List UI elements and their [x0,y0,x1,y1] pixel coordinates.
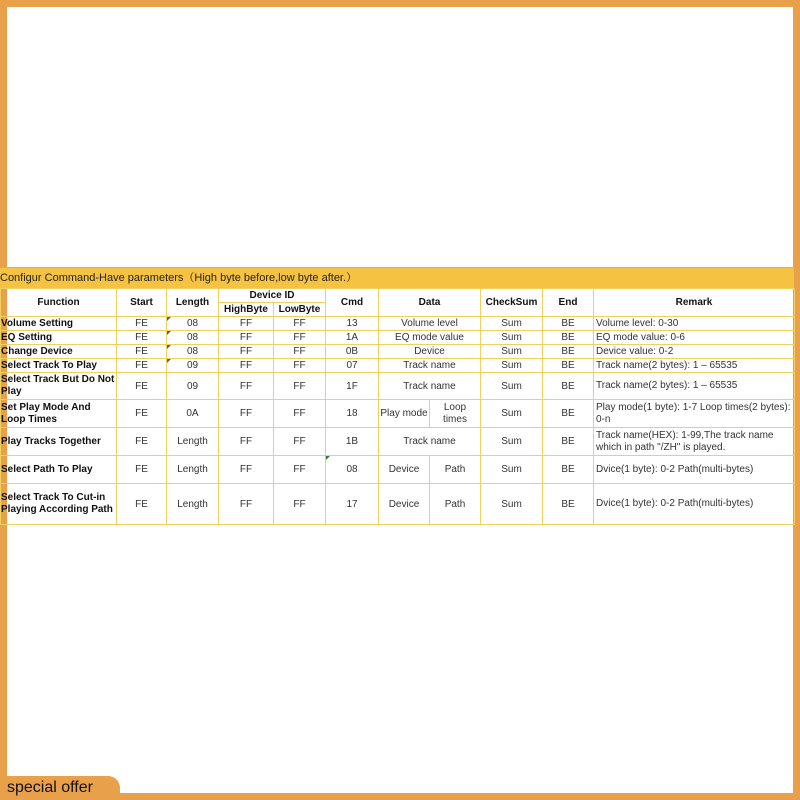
header-length: Length [167,289,219,317]
cell-data: Device [379,345,481,359]
cell-remark: Volume level: 0-30 [594,317,795,331]
cell-remark: EQ mode value: 0-6 [594,331,795,345]
cell-function: Volume Setting [1,317,117,331]
cell-lowbyte: FF [274,345,326,359]
cell-checksum: Sum [481,456,543,484]
cell-cmd: 08 [326,456,379,484]
header-checksum: CheckSum [481,289,543,317]
cell-length: 09 [167,373,219,400]
cell-cmd: 1A [326,331,379,345]
cell-lowbyte: FF [274,484,326,525]
header-end: End [543,289,594,317]
cell-checksum: Sum [481,359,543,373]
cell-lowbyte: FF [274,331,326,345]
cell-highbyte: FF [219,331,274,345]
cell-data: Track name [379,359,481,373]
table-caption: Configur Command-Have parameters（High byte before,low byte after.） [0,267,794,288]
command-table-wrap [0,267,794,525]
table-row [1,331,795,345]
cell-checksum: Sum [481,484,543,525]
cell-checksum: Sum [481,373,543,400]
cell-length: 09 [167,359,219,373]
cell-cmd: 07 [326,359,379,373]
table-row [1,317,795,331]
cell-start: FE [117,400,167,428]
cell-function: Select Track To Play [1,359,117,373]
cell-end: BE [543,345,594,359]
cell-end: BE [543,331,594,345]
cell-remark: Track name(HEX): 1-99,The track name which in path "/ZH" is played. [594,428,795,456]
cell-lowbyte: FF [274,317,326,331]
cell-end: BE [543,428,594,456]
cell-highbyte: FF [219,428,274,456]
cell-start: FE [117,359,167,373]
cell-length: 08 [167,345,219,359]
cell-checksum: Sum [481,317,543,331]
cell-end: BE [543,359,594,373]
cell-function: Change Device [1,345,117,359]
table-row [1,484,795,525]
cell-end: BE [543,456,594,484]
cell-length: 08 [167,317,219,331]
cell-function: Select Track To Cut-in Playing According Path [1,484,117,525]
cell-checksum: Sum [481,331,543,345]
cell-start: FE [117,428,167,456]
cell-highbyte: FF [219,345,274,359]
cell-remark: Track name(2 bytes): 1 – 65535 [594,373,795,400]
cell-checksum: Sum [481,400,543,428]
cell-cmd: 17 [326,484,379,525]
header-device-id: Device ID [219,289,326,303]
cell-end: BE [543,400,594,428]
cell-start: FE [117,345,167,359]
cell-length: Length [167,456,219,484]
table-row [1,345,795,359]
cell-end: BE [543,373,594,400]
cell-remark: Play mode(1 byte): 1-7 Loop times(2 bytes): 0-n [594,400,795,428]
cell-end: BE [543,484,594,525]
cell-remark: Dvice(1 byte): 0-2 Path(multi-bytes) [594,456,795,484]
cell-function: Play Tracks Together [1,428,117,456]
cell-data-b: Path [430,456,481,484]
table-row [1,428,795,456]
cell-length: 08 [167,331,219,345]
cell-start: FE [117,373,167,400]
cell-function: Set Play Mode And Loop Times [1,400,117,428]
cell-data-a: Device [379,456,430,484]
cell-remark: Device value: 0-2 [594,345,795,359]
header-data: Data [379,289,481,317]
cell-data-b: Loop times [430,400,481,428]
cell-length: 0A [167,400,219,428]
cell-highbyte: FF [219,359,274,373]
cell-highbyte: FF [219,456,274,484]
cell-cmd: 1B [326,428,379,456]
cell-data: Volume level [379,317,481,331]
cell-lowbyte: FF [274,373,326,400]
cell-data-a: Device [379,484,430,525]
table-row [1,456,795,484]
header-function: Function [1,289,117,317]
header-start: Start [117,289,167,317]
cell-checksum: Sum [481,428,543,456]
cell-start: FE [117,331,167,345]
cell-cmd: 18 [326,400,379,428]
cell-highbyte: FF [219,400,274,428]
cell-function: Select Track But Do Not Play [1,373,117,400]
header-highbyte: HighByte [219,303,274,317]
cell-length: Length [167,484,219,525]
cell-function: EQ Setting [1,331,117,345]
cell-lowbyte: FF [274,400,326,428]
cell-data: EQ mode value [379,331,481,345]
cell-remark: Track name(2 bytes): 1 – 65535 [594,359,795,373]
cell-lowbyte: FF [274,428,326,456]
cell-start: FE [117,317,167,331]
cell-cmd: 13 [326,317,379,331]
cell-highbyte: FF [219,317,274,331]
cell-start: FE [117,484,167,525]
cell-lowbyte: FF [274,456,326,484]
special-offer-badge: special offer [0,776,120,800]
cell-data-a: Play mode [379,400,430,428]
cell-function: Select Path To Play [1,456,117,484]
cell-length: Length [167,428,219,456]
cell-cmd: 1F [326,373,379,400]
cell-cmd: 0B [326,345,379,359]
header-cmd: Cmd [326,289,379,317]
cell-remark: Dvice(1 byte): 0-2 Path(multi-bytes) [594,484,795,525]
cell-highbyte: FF [219,373,274,400]
cell-data-b: Path [430,484,481,525]
cell-start: FE [117,456,167,484]
header-remark: Remark [594,289,795,317]
cell-checksum: Sum [481,345,543,359]
cell-data: Track name [379,373,481,400]
table-row [1,373,795,400]
cell-data: Track name [379,428,481,456]
command-table [0,288,795,525]
cell-highbyte: FF [219,484,274,525]
cell-end: BE [543,317,594,331]
header-lowbyte: LowByte [274,303,326,317]
cell-lowbyte: FF [274,359,326,373]
table-row [1,359,795,373]
table-row [1,400,795,428]
